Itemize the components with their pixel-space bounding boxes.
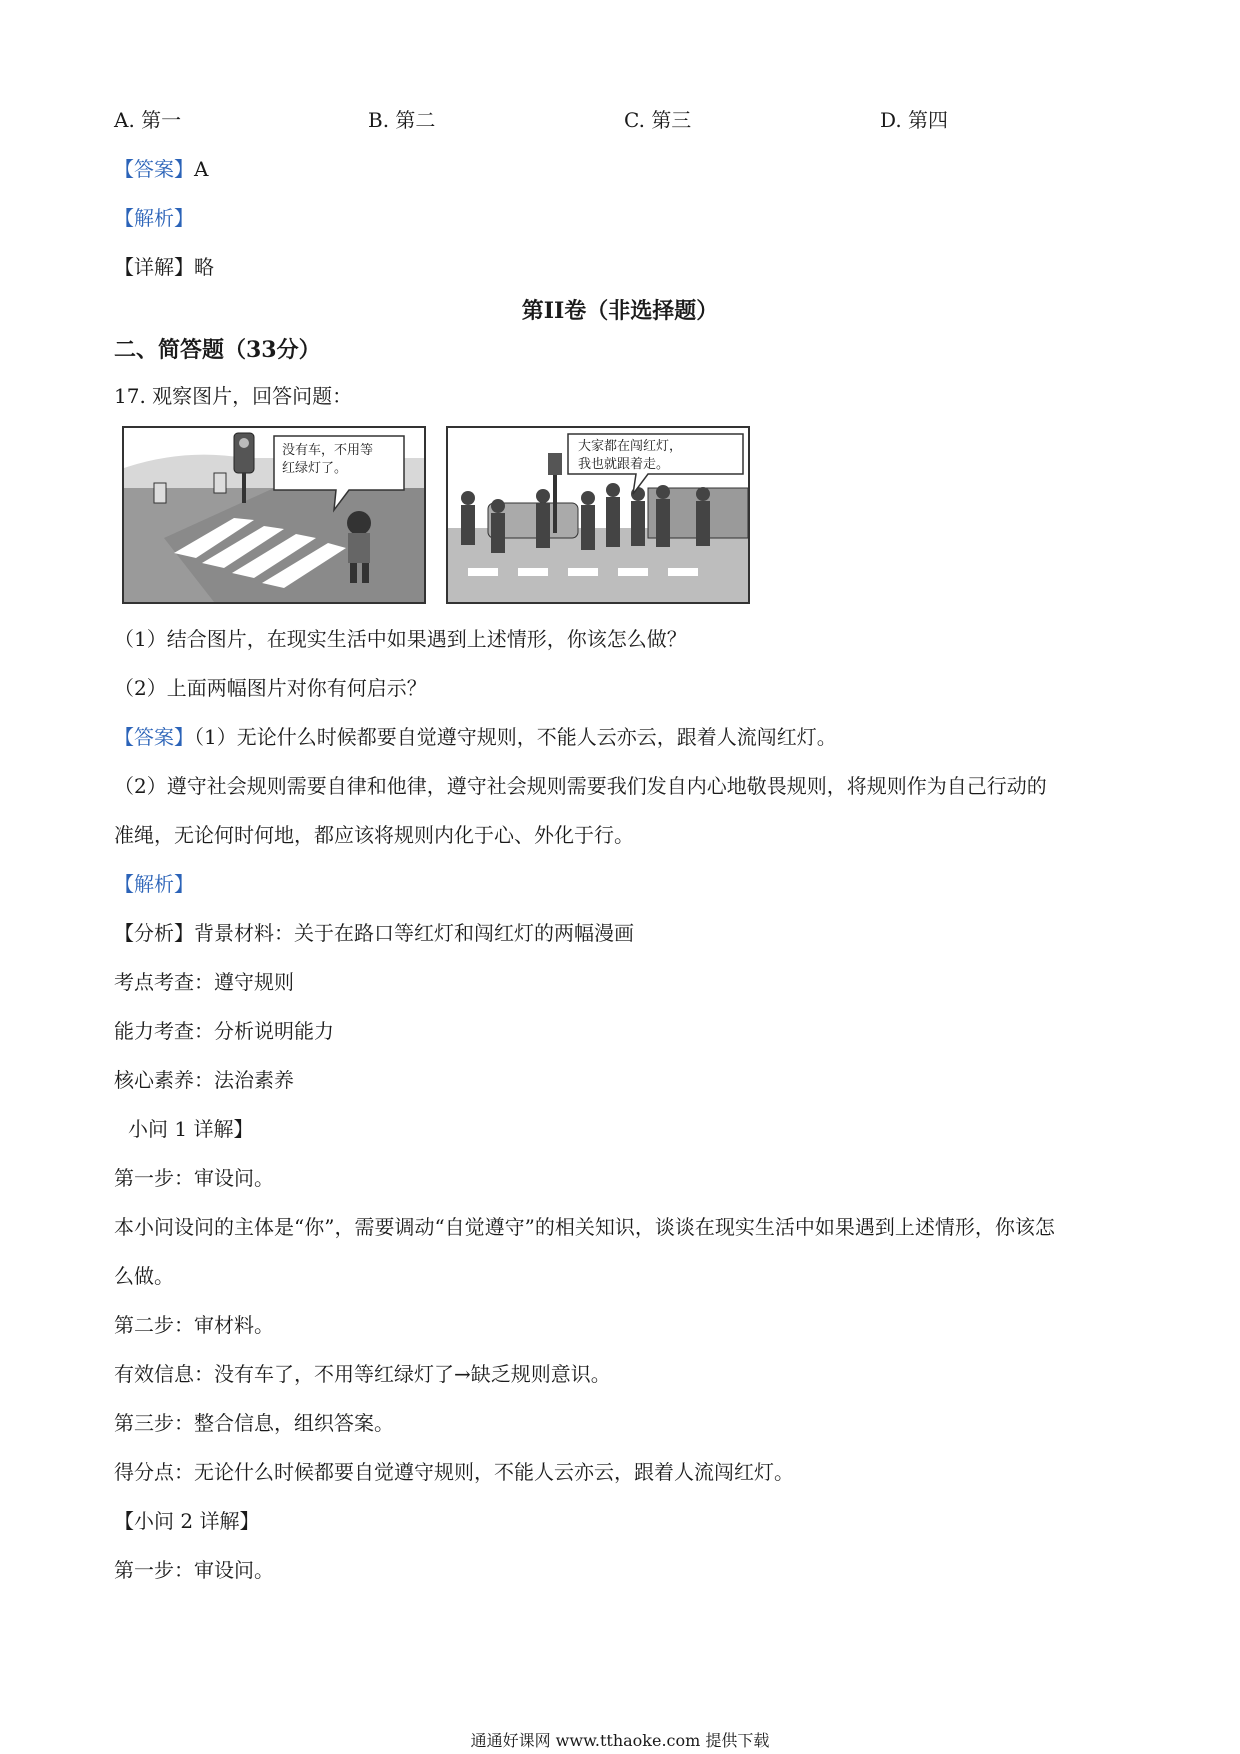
q16-detail: 【详解】略	[114, 255, 214, 279]
cartoon-no-car-bubble: 没有车，不用等 红绿灯了。	[282, 443, 374, 476]
s1-step2-text: 有效信息：没有车了，不用等红绿灯了→缺乏规则意识。	[114, 1362, 611, 1386]
option-a: A. 第一	[114, 108, 182, 132]
option-d: D. 第四	[880, 108, 949, 132]
q16-analysis-tag: 【解析】	[114, 206, 194, 230]
s1-step1-text-line2: 么做。	[114, 1264, 174, 1288]
cartoon-no-car	[122, 426, 426, 604]
q17-answer1: 【答案】（1）无论什么时候都要自觉遵守规则，不能人云亦云，跟着人流闯红灯。	[114, 725, 837, 749]
option-c: C. 第三	[624, 108, 692, 132]
q17-sub1: （1）结合图片，在现实生活中如果遇到上述情形，你该怎么做？	[114, 627, 687, 651]
part-title: 二、简答题（33分）	[114, 337, 321, 363]
q17-answer2-line1: （2）遵守社会规则需要自律和他律，遵守社会规则需要我们发自内心地敬畏规则，将规则作为自己行动的	[114, 774, 1047, 798]
s2-step1: 第一步：审设问。	[114, 1558, 274, 1582]
cartoon-crowd	[446, 426, 750, 604]
q17-stem: 17. 观察图片，回答问题：	[114, 384, 353, 408]
volume-title: 第II卷（非选择题）	[521, 298, 719, 324]
q17-nengli: 能力考查：分析说明能力	[114, 1019, 334, 1043]
cartoon-no-car-drawing	[124, 428, 424, 602]
sub2-detail-tag: 【小问 2 详解】	[114, 1509, 260, 1533]
s1-step3: 第三步：整合信息，组织答案。	[114, 1411, 394, 1435]
cartoon-crowd-bubble: 大家都在闯红灯， 我也就跟着走。	[578, 439, 683, 472]
q17-suyang: 核心素养：法治素养	[114, 1068, 294, 1092]
s1-step1-text-line1: 本小问设问的主体是“你”，需要调动“自觉遵守”的相关知识，谈谈在现实生活中如果遇到上述情形，你该怎	[114, 1215, 1055, 1239]
q17-answer2-line2: 准绳，无论何时何地，都应该将规则内化于心、外化于行。	[114, 823, 634, 847]
footer-credit: 通通好课网 www.tthaoke.com 提供下载	[470, 1731, 770, 1750]
q16-answer: 【答案】A	[114, 157, 209, 181]
s1-step2: 第二步：审材料。	[114, 1313, 274, 1337]
q17-kaodian: 考点考查：遵守规则	[114, 970, 294, 994]
q17-fenxi: 【分析】背景材料：关于在路口等红灯和闯红灯的两幅漫画	[114, 921, 634, 945]
option-b: B. 第二	[368, 108, 436, 132]
s1-step1: 第一步：审设问。	[114, 1166, 274, 1190]
q17-sub2: （2）上面两幅图片对你有何启示？	[114, 676, 427, 700]
q17-analysis-tag: 【解析】	[114, 872, 194, 896]
s1-points: 得分点：无论什么时候都要自觉遵守规则，不能人云亦云，跟着人流闯红灯。	[114, 1460, 794, 1484]
sub1-detail-tag: 小问 1 详解】	[128, 1117, 254, 1141]
